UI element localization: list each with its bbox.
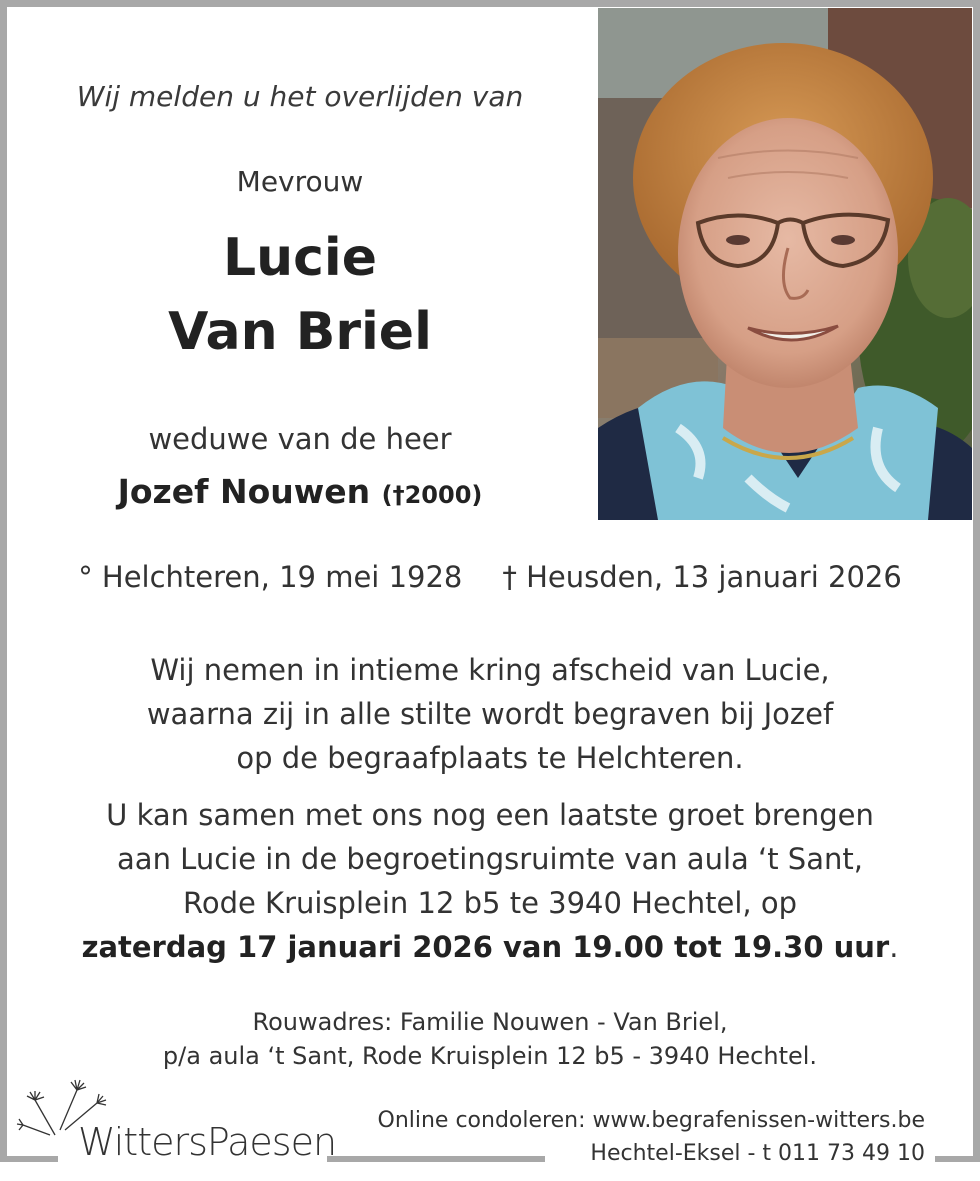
intro-text: Wij melden u het overlijden van — [76, 80, 524, 113]
visitation-line: aan Lucie in de begroetingsruimte van aula ‘t Sant, — [117, 842, 863, 876]
farewell-line: waarna zij in alle stilte wordt begraven bij Jozef — [146, 697, 834, 731]
frame-bottom-border-middle — [327, 1156, 545, 1162]
visitation-line: Rode Kruisplein 12 b5 te 3940 Hechtel, op — [183, 886, 797, 920]
portrait-photo — [598, 8, 972, 520]
frame-bottom-border-right — [935, 1156, 980, 1162]
online-condolences: Online condoleren: www.begrafenissen-witters.be — [377, 1108, 925, 1133]
farewell-line: op de begraafplaats te Helchteren. — [236, 741, 744, 775]
visitation-datetime: zaterdag 17 januari 2026 van 19.00 tot 19.30 uur — [81, 930, 890, 964]
first-name: Lucie — [222, 228, 378, 288]
visitation-end: . — [889, 930, 899, 964]
honorific: Mevrouw — [236, 165, 364, 198]
widow-of-text: weduwe van de heer — [148, 422, 452, 456]
visitation-line: U kan samen met ons nog een laatste groet brengen — [106, 798, 874, 832]
farewell-paragraph — [0, 648, 980, 780]
husband-line — [40, 472, 560, 511]
farewell-line: Wij nemen in intieme kring afscheid van Lucie, — [150, 653, 830, 687]
address-line: p/a aula ‘t Sant, Rode Kruisplein 12 b5 - 3940 Hechtel. — [162, 1042, 818, 1070]
logo-wordmark: WittersPaesen — [78, 1120, 337, 1164]
frame-top-border — [0, 0, 980, 7]
birth-date: ° Helchteren, 19 mei 1928 — [78, 560, 463, 594]
husband-death-year: (†2000) — [381, 481, 483, 509]
visitation-datetime-line — [0, 925, 980, 969]
life-dates — [0, 560, 980, 594]
mourning-address — [0, 1005, 980, 1073]
visitation-paragraph — [0, 793, 980, 969]
death-date: † Heusden, 13 januari 2026 — [502, 560, 902, 594]
last-name: Van Briel — [168, 302, 432, 362]
husband-name: Jozef Nouwen — [117, 472, 371, 511]
contact-line: Hechtel-Eksel - t 011 73 49 10 — [590, 1141, 925, 1166]
address-line: Rouwadres: Familie Nouwen - Van Briel, — [252, 1008, 728, 1036]
